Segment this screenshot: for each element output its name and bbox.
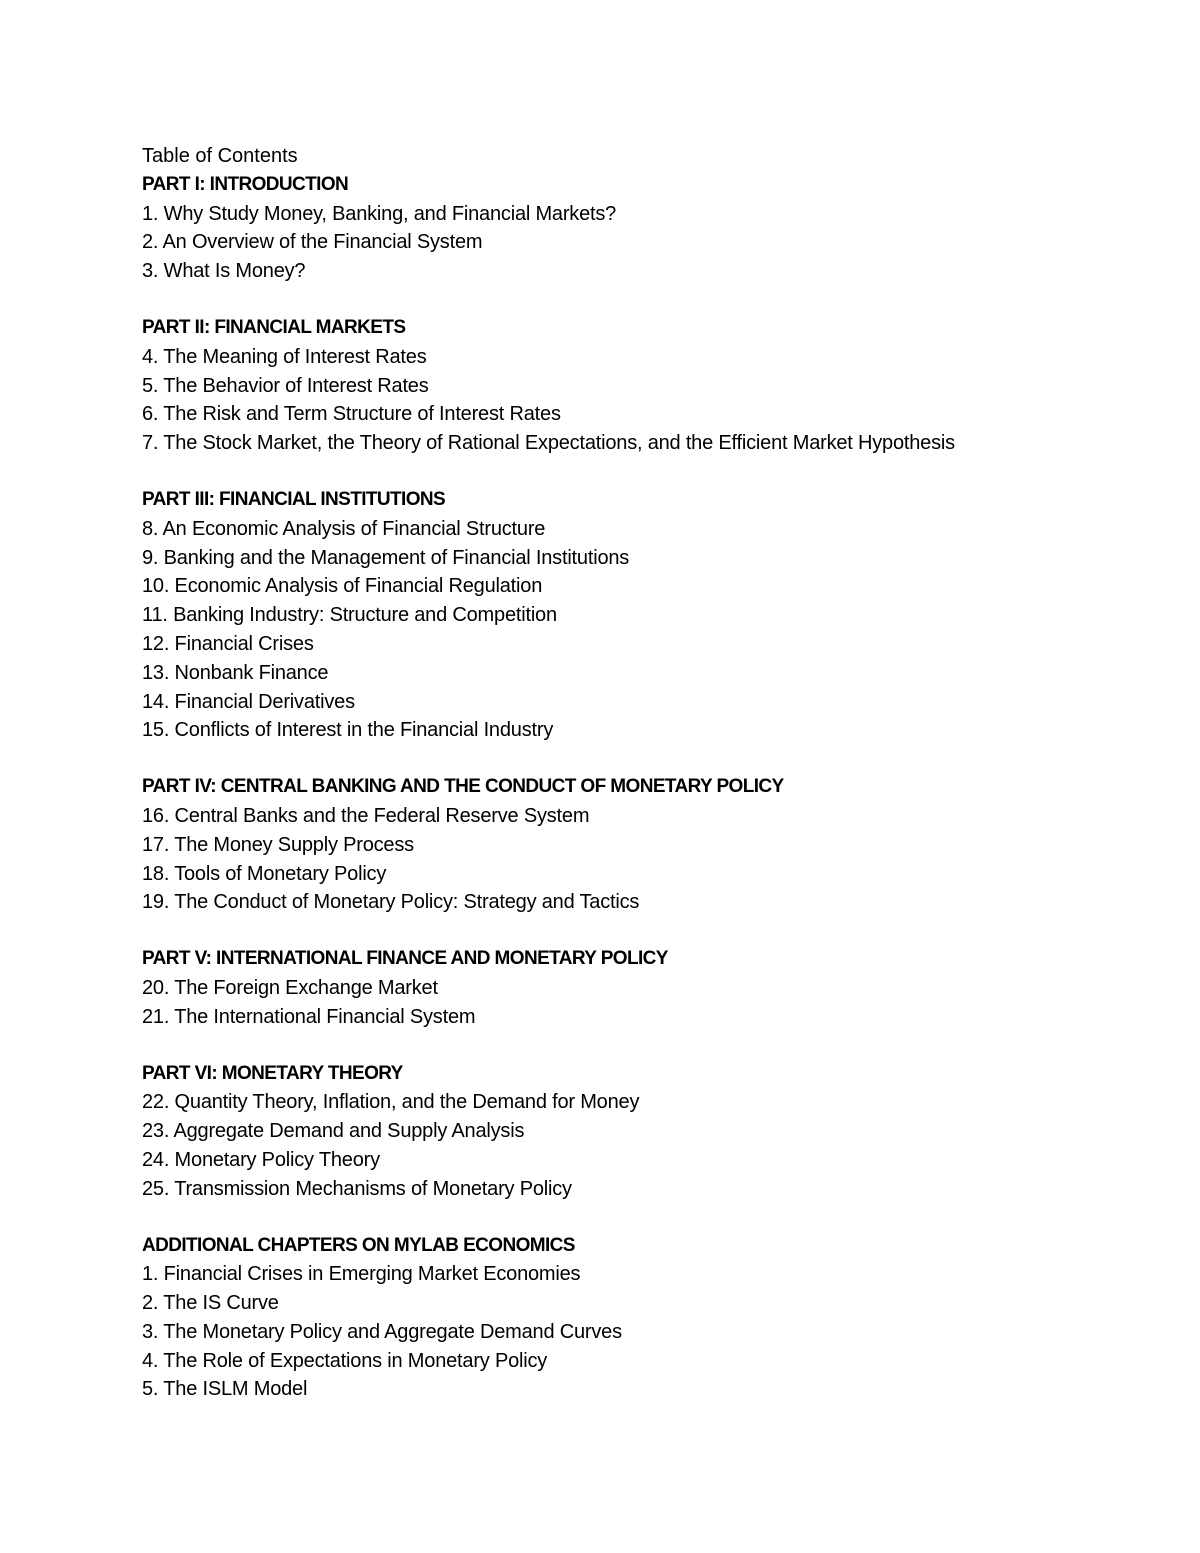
chapter-list [142, 515, 1142, 745]
chapter-item: 5. The Behavior of Interest Rates [142, 374, 429, 397]
part-heading: PART II: FINANCIAL MARKETS [142, 316, 406, 338]
chapter-item: 21. The International Financial System [142, 1005, 476, 1028]
chapter-item: 16. Central Banks and the Federal Reserve System [142, 804, 590, 827]
chapter-item: 9. Banking and the Management of Financial Institutions [142, 546, 630, 569]
part-heading: PART IV: CENTRAL BANKING AND THE CONDUCT OF MONETARY POLICY [142, 776, 784, 798]
chapter-list [142, 974, 1142, 1032]
chapter-item: 2. An Overview of the Financial System [142, 231, 483, 254]
additional-chapters-section [142, 1232, 1142, 1405]
chapter-list [142, 343, 1142, 458]
chapter-item: 25. Transmission Mechanisms of Monetary Policy [142, 1177, 572, 1200]
part-2-section [142, 314, 1142, 458]
chapter-item: 4. The Role of Expectations in Monetary Policy [142, 1349, 548, 1372]
part-heading: PART I: INTRODUCTION [142, 173, 349, 195]
chapter-item: 17. The Money Supply Process [142, 833, 414, 856]
chapter-item: 15. Conflicts of Interest in the Financial Industry [142, 719, 554, 742]
chapter-item: 20. The Foreign Exchange Market [142, 976, 438, 999]
chapter-list [142, 200, 1142, 286]
chapter-list [142, 802, 1142, 917]
chapter-item: 7. The Stock Market, the Theory of Rational Expectations, and the Efficient Market Hypothesis [142, 432, 955, 455]
chapter-item: 3. The Monetary Policy and Aggregate Demand Curves [142, 1320, 622, 1343]
toc-title: Table of Contents [142, 145, 298, 167]
chapter-item: 5. The ISLM Model [142, 1378, 308, 1401]
chapter-item: 24. Monetary Policy Theory [142, 1148, 380, 1171]
chapter-item: 1. Financial Crises in Emerging Market Economies [142, 1263, 581, 1286]
part-4-section [142, 773, 1142, 917]
part-heading: ADDITIONAL CHAPTERS ON MYLAB ECONOMICS [142, 1234, 575, 1256]
chapter-item: 4. The Meaning of Interest Rates [142, 345, 427, 368]
part-heading: PART V: INTERNATIONAL FINANCE AND MONETARY POLICY [142, 948, 668, 970]
chapter-list [142, 1260, 1142, 1404]
chapter-item: 19. The Conduct of Monetary Policy: Strategy and Tactics [142, 891, 640, 914]
part-5-section [142, 945, 1142, 1031]
part-heading: PART VI: MONETARY THEORY [142, 1062, 403, 1084]
chapter-item: 18. Tools of Monetary Policy [142, 862, 387, 885]
chapter-list [142, 1088, 1142, 1203]
chapter-item: 11. Banking Industry: Structure and Competition [142, 604, 557, 627]
chapter-item: 3. What Is Money? [142, 260, 306, 283]
chapter-item: 8. An Economic Analysis of Financial Structure [142, 517, 546, 540]
chapter-item: 2. The IS Curve [142, 1292, 279, 1315]
chapter-item: 10. Economic Analysis of Financial Regulation [142, 575, 543, 598]
chapter-item: 1. Why Study Money, Banking, and Financial Markets? [142, 202, 617, 225]
chapter-item: 22. Quantity Theory, Inflation, and the Demand for Money [142, 1091, 640, 1114]
part-6-section [142, 1060, 1142, 1204]
part-3-section [142, 486, 1142, 745]
chapter-item: 13. Nonbank Finance [142, 661, 329, 684]
chapter-item: 12. Financial Crises [142, 632, 314, 655]
part-1-section [142, 171, 1142, 286]
chapter-item: 6. The Risk and Term Structure of Interest Rates [142, 403, 561, 426]
part-heading: PART III: FINANCIAL INSTITUTIONS [142, 488, 446, 510]
chapter-item: 14. Financial Derivatives [142, 690, 355, 713]
chapter-item: 23. Aggregate Demand and Supply Analysis [142, 1120, 525, 1143]
table-of-contents [142, 142, 1142, 1432]
